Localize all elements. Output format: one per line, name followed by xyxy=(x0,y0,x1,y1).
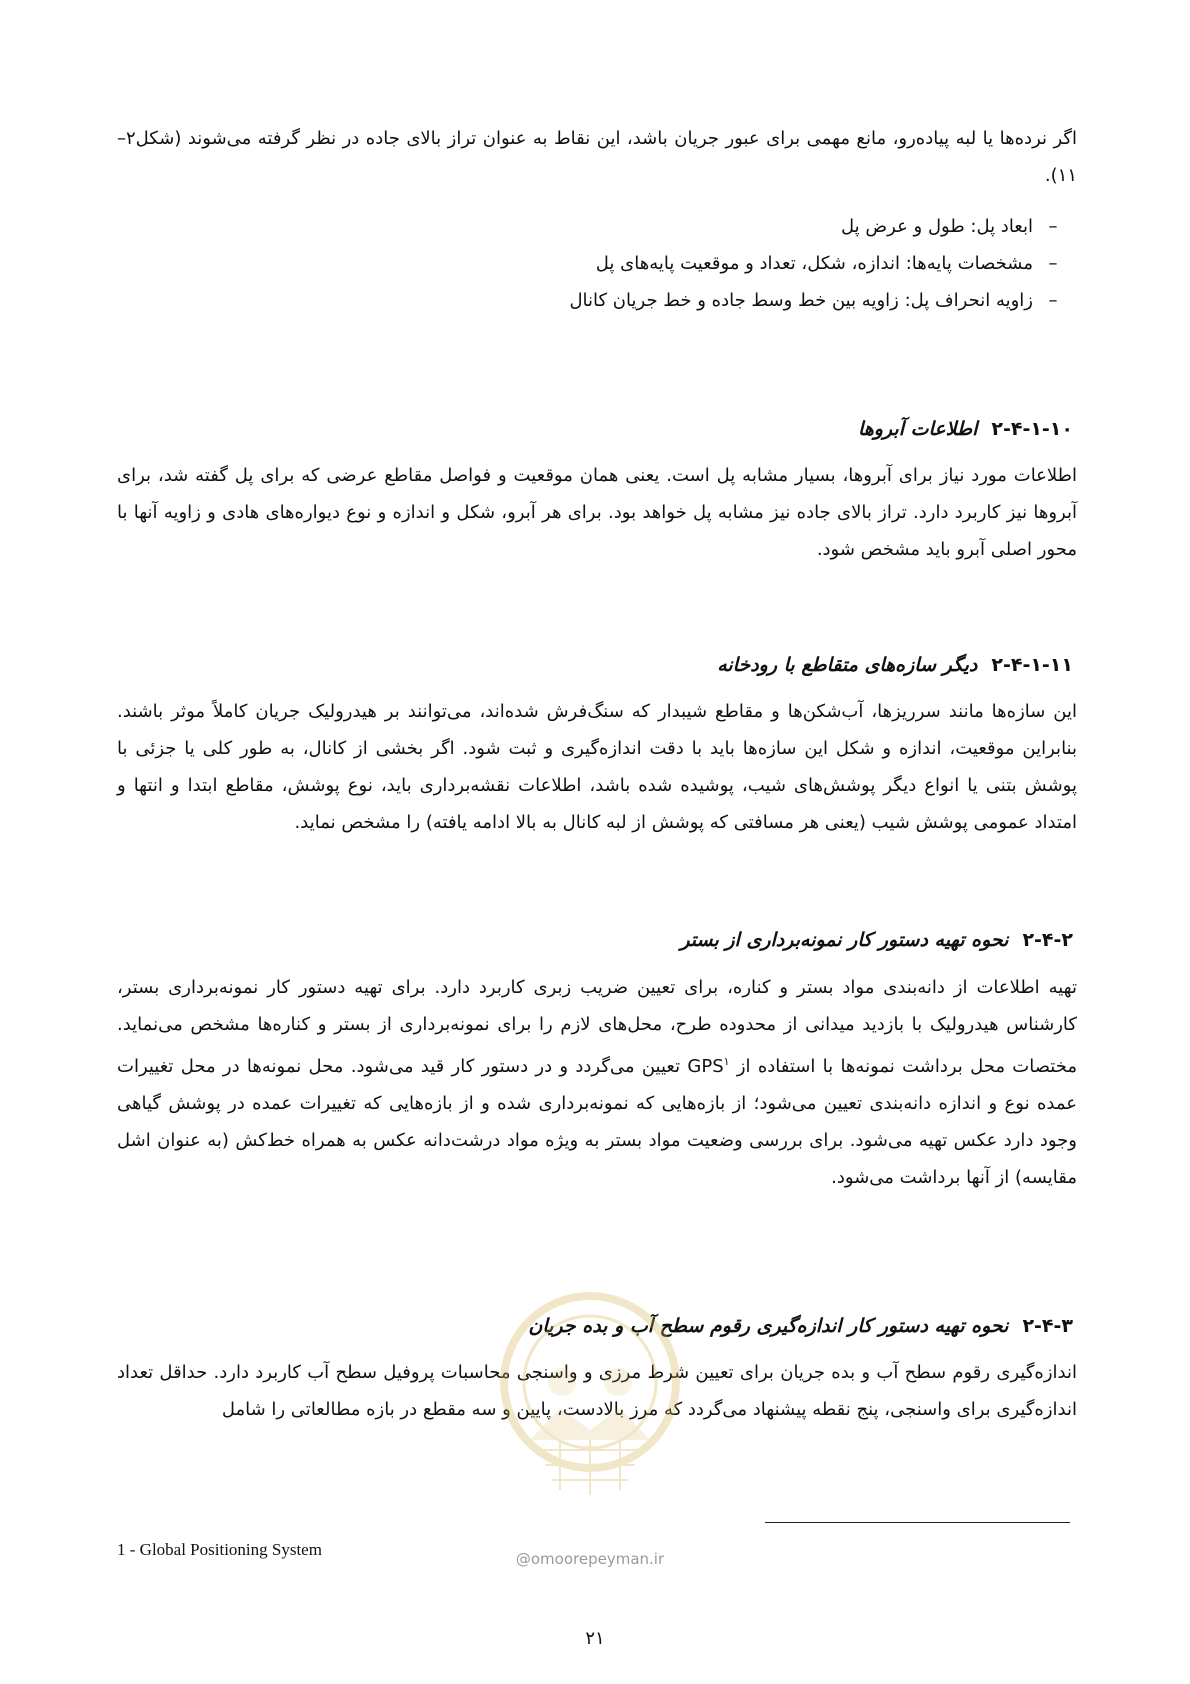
section-paragraph: این سازه‌ها مانند سرریزها، آب‌شکن‌ها و مقاطع شیبدار که سنگ‌فرش شده‌اند، می‌توانند بر هیدرولیک جریان کاملاً موثر باشند. بنابراین موقعیت، اندازه و شکل این سازه‌ها باید با دقت اندازه‌گیری و ثبت شود. اگر بخشی از کانال، به طور کلی یا جزئی با پوشش بتنی یا انواع دیگر پوشش‌های شیب، پوشیده شده باشد، اطلاعات نقشه‌برداری باید، نوع پوشش، مقاطع ابتدا و انتها و امتداد عمومی پوشش شیب (یعنی هر مسافتی که پوشش از لبه کانال به بالا ادامه یافته) را مشخص نماید. xyxy=(117,701,1077,833)
section-title: نحوه تهیه دستور کار اندازه‌گیری رقوم سطح آب و بده جریان xyxy=(528,1315,1009,1337)
section-heading xyxy=(113,414,1073,444)
intro-paragraph: اگر نرده‌ها یا لبه پیاده‌رو، مانع مهمی برای عبور جریان باشد، این نقاط به عنوان تراز بالای جاده در نظر گرفته می‌شوند (شکل۲–۱۱). xyxy=(117,128,1077,186)
paragraph-text: تهیه اطلاعات از دانه‌بندی مواد بستر و کناره، برای تعیین ضریب زبری کاربرد دارد. برای تهیه دستور کار نمونه‌برداری بستر، کارشناس هیدرولیک با بازدید میدانی از محدوده طرح، محل‌های لازم را برای نمونه‌برداری از بستر و کناره‌ها مشخص می‌نماید. مختصات محل برداشت نمونه‌ها با استفاده از GPS xyxy=(117,977,1077,1077)
bullet-marker: – xyxy=(1048,216,1058,237)
section-number: ۲-۴-۲ xyxy=(1022,929,1073,951)
footnote: 1 - Global Positioning System xyxy=(117,1540,322,1559)
section-heading xyxy=(113,1311,1073,1341)
bullet-list xyxy=(373,208,1073,319)
section-number: ۲-۴-۳ xyxy=(1022,1315,1073,1337)
page-number: ۲۱ xyxy=(585,1628,605,1649)
section-title: دیگر سازه‌های متقاطع با رودخانه xyxy=(717,654,978,676)
watermark-text: @omoorepeyman.ir xyxy=(515,1550,665,1568)
bullet-item xyxy=(373,208,1073,245)
bullet-marker: – xyxy=(1048,253,1058,274)
section-title: اطلاعات آبروها xyxy=(857,418,978,440)
bullet-marker: – xyxy=(1048,290,1058,311)
section-heading xyxy=(113,925,1073,955)
section-paragraph xyxy=(117,969,1077,1196)
section-title: نحوه تهیه دستور کار نمونه‌برداری از بستر xyxy=(680,929,1009,951)
bullet-item xyxy=(373,245,1073,282)
section-paragraph: اطلاعات مورد نیاز برای آبروها، بسیار مشابه پل است. یعنی همان موقعیت و فواصل مقاطع عرضی که برای پل گفته شد، برای آبروها نیز کاربرد دارد. تراز بالای جاده نیز مشابه پل خواهد بود. برای هر آبرو، شکل و اندازه و نوع دیواره‌های هادی و زاویه آنها با محور اصلی آبرو باید مشخص شود. xyxy=(117,465,1077,560)
section-heading xyxy=(113,650,1073,680)
footnote-divider xyxy=(765,1522,1070,1523)
bullet-text: مشخصات پایه‌ها: اندازه، شکل، تعداد و موقعیت پایه‌های پل xyxy=(595,253,1033,274)
bullet-text: ابعاد پل: طول و عرض پل xyxy=(841,216,1033,237)
section-paragraph: اندازه‌گیری رقوم سطح آب و بده جریان برای تعیین شرط مرزی و واسنجی محاسبات پروفیل سطح آب کاربرد دارد. حداقل تعداد اندازه‌گیری برای واسنجی، پنج نقطه پیشنهاد می‌گردد که مرز بالادست، پایین و سه مقطع در بازه مطالعاتی را شامل xyxy=(117,1362,1077,1420)
footnote-marker: ۱ xyxy=(723,1055,730,1068)
section-number: ۲-۴-۱-۱۱ xyxy=(991,654,1073,676)
bullet-text: زاویه انحراف پل: زاویه بین خط وسط جاده و خط جریان کانال xyxy=(569,290,1033,311)
paragraph-text: تعیین می‌گردد و در دستور کار قید می‌شود. محل نمونه‌ها در محل تغییرات عمده نوع و اندازه دانه‌بندی تعیین می‌شود؛ از بازه‌هایی که نمونه‌برداری شده و از بازه‌هایی که تغییرات عمده در پوشش گیاهی وجود دارد عکس تهیه می‌شود. برای بررسی وضعیت مواد بستر به ویژه مواد درشت‌دانه عکس به همراه خط‌کش (به عنوان اشل مقایسه) از آنها برداشت می‌شود. xyxy=(117,1056,1077,1188)
section-number: ۲-۴-۱-۱۰ xyxy=(991,418,1073,440)
bullet-item xyxy=(373,282,1073,319)
